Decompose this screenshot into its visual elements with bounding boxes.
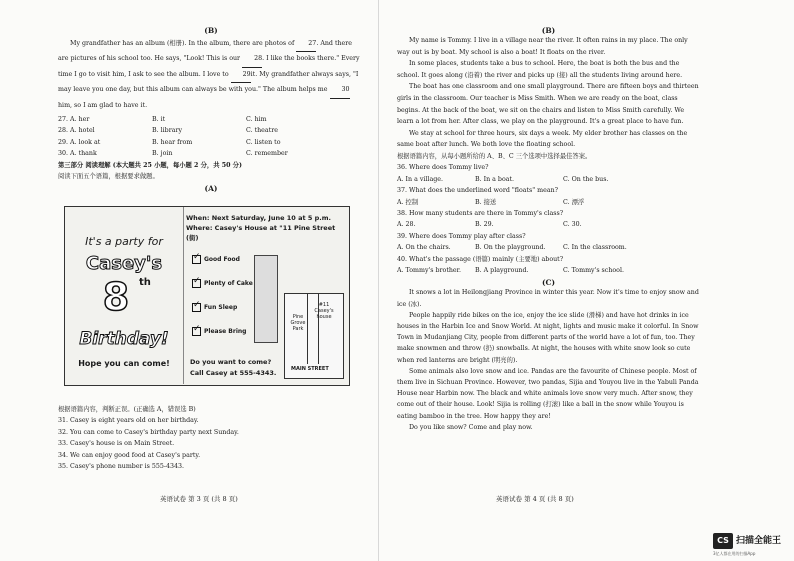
- passage-b-para-2: In some places, students take a bus to school. Here, the boat is both the bus and the school. It goes along (沿着) the river and picks up (接) all the students living around here.: [397, 60, 683, 79]
- mc-instructions: 根据语篇内容，从每小题所给的 A、B、C 三个选项中选择最佳答案。: [397, 152, 592, 160]
- map-house-label: #11 Casey's house: [314, 302, 334, 320]
- camscanner-name: 扫描全能王: [736, 536, 782, 546]
- mc-q39: 39. Where does Tommy play after class? A. On the chairs. B. On the playground. C. In the classroom.: [397, 232, 627, 252]
- poster-when: When: Next Saturday, June 10 at 5 p.m.: [186, 214, 331, 222]
- passage-b-para-3: The boat has one classroom and one small playground. There are fifteen boys and thirteen girls in the classroom. Our teacher is Miss Smith. When we are ready on the boat, class begins. At the back of the boat, we sit on the chairs and listen to Miss Smith carefully. We learn a lot from her. After class, we play on the playground. It's a great place to have fun.: [397, 83, 699, 126]
- section-a-title: (A): [204, 184, 218, 194]
- check-plenty-cake: ✓Plenty of Cake: [192, 279, 253, 288]
- cloze-passage: [58, 37, 364, 113]
- blank-29: 29: [231, 68, 251, 83]
- map-street-label: MAIN STREET: [291, 366, 329, 372]
- page-divider: [378, 0, 379, 561]
- checkbox-icon: [192, 303, 201, 312]
- mc-q37: 37. What does the underlined word "floats" mean? A. 控制 B. 接送 C. 漂浮: [397, 187, 585, 206]
- option-row-28: 28. A. hotel B. library C. theatre: [58, 127, 278, 135]
- poster-birthday: Birthday!: [79, 329, 169, 349]
- cloze-text-3: . I like the books there." Every time I go to visit him, I ask to see the album. I love to: [58, 55, 360, 78]
- part3-title: 第三部分 阅读理解 (本大题共 25 小题，每小题 2 分，共 50 分): [58, 161, 242, 169]
- blank-30: 30: [330, 83, 350, 98]
- tf-q31: 31. Casey is eight years old on her birthday.: [58, 417, 199, 425]
- cloze-options: [58, 114, 364, 160]
- poster-caseys: Casey's: [85, 253, 163, 274]
- poster-come: Do you want to come?: [190, 358, 272, 366]
- check-good-food: ✓Good Food: [192, 255, 240, 264]
- passage-c-para-4: Do you like snow? Come and play now.: [409, 423, 533, 431]
- passage-b: [397, 35, 700, 151]
- passage-c: [397, 287, 700, 433]
- passage-b-para-1: My name is Tommy. I live in a village near the river. It often rains in my place. The only way out is by boat. My school is also a boat! It floats on the river.: [397, 37, 688, 56]
- section-b-title-left: (B): [204, 26, 218, 35]
- left-page: [58, 0, 364, 193]
- mc-q40: 40. What's the passage (语篇) mainly (主要地) about? A. Tommy's brother. B. A playground. C. Tommy's school.: [397, 255, 624, 274]
- tf-q35: 35. Casey's phone number is 555-4343.: [58, 463, 184, 471]
- part3-instructions: 阅读下面五个语篇，根据要求做题。: [58, 173, 159, 181]
- right-footer: 英语试卷 第 4 页 (共 8 页): [496, 495, 574, 503]
- check-fun-sleep: ✓Fun Sleep: [192, 303, 237, 312]
- right-page: [397, 0, 700, 433]
- option-row-29: 29. A. look at B. hear from C. listen to: [58, 138, 281, 146]
- option-row-27: 27. A. her B. it C. him: [58, 116, 267, 124]
- poster-invite: [190, 357, 276, 379]
- poster-eight: 8: [102, 275, 130, 319]
- mc-q36: 36. Where does Tommy live? A. In a village. B. In a boat. C. On the bus.: [397, 164, 609, 183]
- cloze-text-4: it. My grandfather always says, "I may leave you one day, but this album can always be with you." The album helps me: [58, 70, 359, 94]
- left-footer: 英语试卷 第 3 页 (共 8 页): [160, 495, 238, 503]
- poster-party-for: It's a party for: [85, 235, 163, 248]
- blank-27: 27: [296, 37, 316, 52]
- tf-q34: 34. We can enjoy good food at Casey's party.: [58, 451, 201, 459]
- map-park-label: Pine Grove Park: [290, 314, 306, 332]
- cloze-text-5: him, so I am glad to have it.: [58, 101, 148, 109]
- present-stack-illustration: [254, 255, 278, 343]
- cloze-text-1: My grandfather has an album (相册). In the album, there are photos of: [70, 40, 295, 47]
- poster-left-panel: [65, 207, 184, 384]
- poster-hope: Hope you can come!: [78, 359, 170, 368]
- cloze-text-2: . And there are pictures of his school too. He says, "Look! This is our: [58, 40, 352, 63]
- poster-where: Where: Casey's House at "11 Pine Street (街): [186, 224, 336, 242]
- tf-q32: 32. You can come to Casey's birthday party next Sunday.: [58, 428, 239, 436]
- true-false-block: [58, 404, 364, 472]
- mc-q38: 38. How many students are there in Tommy's class? A. 28. B. 29. C. 30.: [397, 209, 582, 229]
- passage-b-para-4: We stay at school for three hours, six days a week. My elder brother has classes on the same boat after lunch. We both love the floating school.: [397, 129, 688, 149]
- checkbox-icon: [192, 279, 201, 288]
- poster-th: th: [139, 277, 151, 288]
- section-b-title-right: (B): [541, 26, 556, 35]
- camscanner-logo-icon: CS: [713, 533, 733, 549]
- passage-c-para-3: Some animals also love snow and ice. Pandas are the favourite of Chinese people. Most of them live in Sichuan Province. However, two pandas, Sijia and Youyou live in the Yabuli Panda House near Harbin now. The black and white animals love snow very much. After snow, they come out of their house. Look! Sijia is rolling (打滚) like a ball in the snow while Youyou is eating bamboo in the tree. How happy they are!: [397, 367, 699, 420]
- tf-q33: 33. Casey's house is on Main Street.: [58, 440, 175, 448]
- camscanner-tagline: 3亿人都在用的扫描App: [713, 551, 756, 556]
- poster-call: Call Casey at 555-4343.: [190, 369, 277, 377]
- poster-map: [284, 293, 344, 379]
- blank-28: 28: [242, 52, 262, 67]
- option-row-30: 30. A. thank B. join C. remember: [58, 150, 288, 158]
- passage-c-para-2: People happily ride bikes on the ice, enjoy the ice slide (滑梯) and have hot drinks in ice houses in the Harbin Ice and Snow World. At night, lights and music make it colorful. In Snow Town in Mudanjiang City, people from different parts of the world have a lot of fun, too. They make snowmen and throw (扔) snowballs. At night, the houses with white snow look so cute when red lanterns are bright (明亮的).: [397, 311, 699, 364]
- birthday-poster: [64, 206, 350, 386]
- checkbox-icon: [192, 255, 201, 264]
- checkbox-icon: [192, 327, 201, 336]
- section-c-title: (C): [541, 278, 556, 288]
- tf-instructions: 根据语篇内容，判断正误。(正确选 A，错误选 B): [58, 406, 196, 413]
- poster-right-panel: [186, 213, 344, 379]
- check-please-bring: ✓Please Bring: [192, 327, 246, 336]
- passage-c-para-1: It snows a lot in Heilongjiang Province in winter this year. Now it's time to enjoy snow and ice (冰).: [397, 289, 699, 308]
